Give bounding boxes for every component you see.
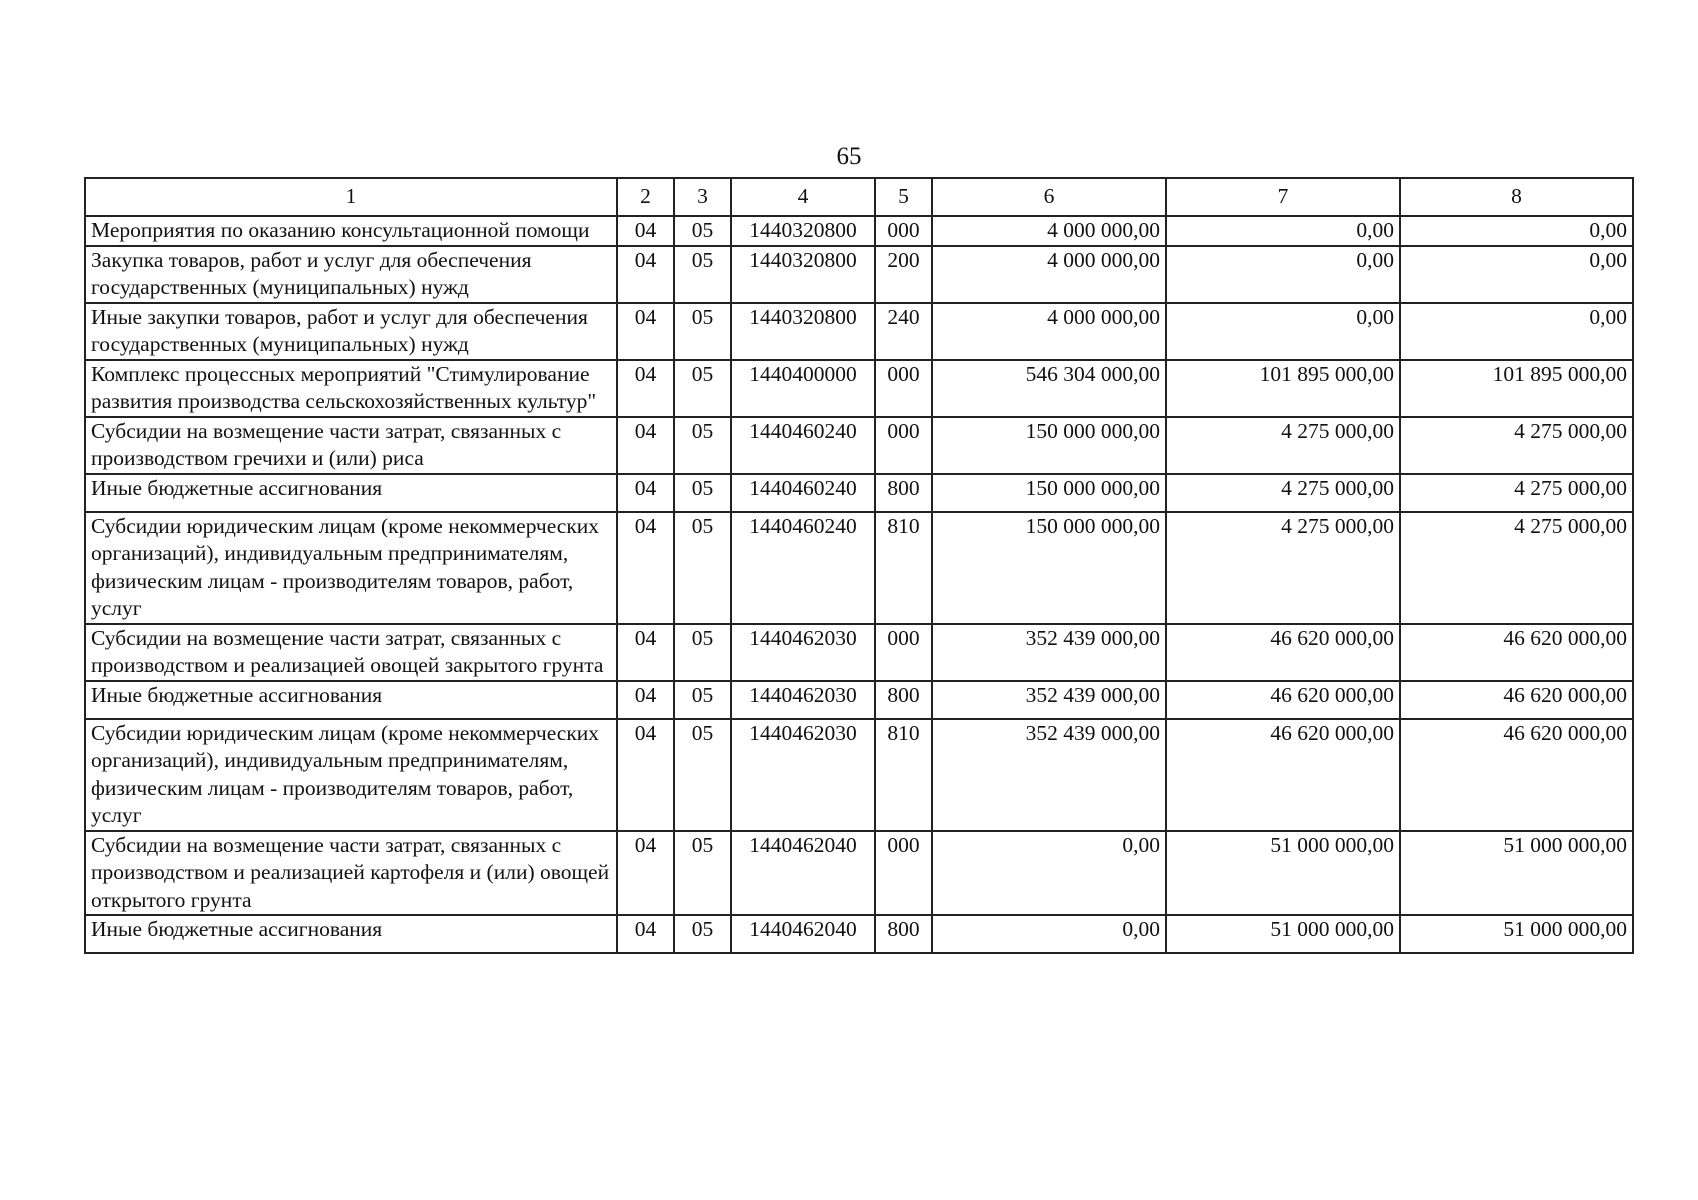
row-expense-type: 000 xyxy=(875,417,932,474)
row-target-code: 1440460240 xyxy=(731,512,875,624)
col-header-3: 3 xyxy=(674,178,731,216)
row-amount-8: 51 000 000,00 xyxy=(1400,915,1633,953)
row-name: Субсидии на возмещение части затрат, связанных с производством и реализацией картофеля и (или) овощей открытого грунта xyxy=(85,831,617,916)
row-section: 04 xyxy=(617,681,674,719)
table-row xyxy=(85,474,1633,512)
row-section: 04 xyxy=(617,624,674,681)
row-target-code: 1440462040 xyxy=(731,915,875,953)
row-section: 04 xyxy=(617,246,674,303)
table-row xyxy=(85,216,1633,246)
row-amount-6: 150 000 000,00 xyxy=(932,474,1166,512)
row-amount-7: 51 000 000,00 xyxy=(1166,831,1400,916)
row-target-code: 1440320800 xyxy=(731,216,875,246)
row-subsection: 05 xyxy=(674,474,731,512)
row-subsection: 05 xyxy=(674,681,731,719)
row-amount-6: 352 439 000,00 xyxy=(932,681,1166,719)
row-subsection: 05 xyxy=(674,831,731,916)
row-expense-type: 810 xyxy=(875,512,932,624)
row-subsection: 05 xyxy=(674,360,731,417)
header-row xyxy=(85,178,1633,216)
row-subsection: 05 xyxy=(674,246,731,303)
row-target-code: 1440462030 xyxy=(731,681,875,719)
row-amount-8: 51 000 000,00 xyxy=(1400,831,1633,916)
row-amount-6: 150 000 000,00 xyxy=(932,512,1166,624)
table-body xyxy=(85,216,1633,953)
row-amount-8: 46 620 000,00 xyxy=(1400,624,1633,681)
table-row xyxy=(85,831,1633,916)
row-name: Субсидии юридическим лицам (кроме некоммерческих организаций), индивидуальным предпринимателям, физическим лицам - производителям товаров, работ, услуг xyxy=(85,512,617,624)
row-amount-7: 0,00 xyxy=(1166,246,1400,303)
row-section: 04 xyxy=(617,719,674,831)
table-row xyxy=(85,360,1633,417)
table-row xyxy=(85,512,1633,624)
col-header-5: 5 xyxy=(875,178,932,216)
page-number: 65 xyxy=(836,143,862,170)
row-section: 04 xyxy=(617,303,674,360)
table-row xyxy=(85,417,1633,474)
row-name: Субсидии на возмещение части затрат, связанных с производством гречихи и (или) риса xyxy=(85,417,617,474)
row-amount-7: 46 620 000,00 xyxy=(1166,681,1400,719)
row-amount-8: 4 275 000,00 xyxy=(1400,512,1633,624)
row-name: Субсидии юридическим лицам (кроме некоммерческих организаций), индивидуальным предпринимателям, физическим лицам - производителям товаров, работ, услуг xyxy=(85,719,617,831)
table-header xyxy=(85,178,1633,216)
row-target-code: 1440462040 xyxy=(731,831,875,916)
row-expense-type: 800 xyxy=(875,915,932,953)
row-amount-7: 4 275 000,00 xyxy=(1166,474,1400,512)
row-expense-type: 800 xyxy=(875,681,932,719)
row-section: 04 xyxy=(617,831,674,916)
row-amount-7: 51 000 000,00 xyxy=(1166,915,1400,953)
row-subsection: 05 xyxy=(674,417,731,474)
row-name: Мероприятия по оказанию консультационной помощи xyxy=(85,216,617,246)
row-amount-6: 546 304 000,00 xyxy=(932,360,1166,417)
row-subsection: 05 xyxy=(674,915,731,953)
row-target-code: 1440460240 xyxy=(731,474,875,512)
row-target-code: 1440460240 xyxy=(731,417,875,474)
col-header-7: 7 xyxy=(1166,178,1400,216)
row-name: Закупка товаров, работ и услуг для обеспечения государственных (муниципальных) нужд xyxy=(85,246,617,303)
row-expense-type: 800 xyxy=(875,474,932,512)
row-amount-6: 150 000 000,00 xyxy=(932,417,1166,474)
row-amount-6: 4 000 000,00 xyxy=(932,303,1166,360)
row-expense-type: 810 xyxy=(875,719,932,831)
row-amount-7: 101 895 000,00 xyxy=(1166,360,1400,417)
row-section: 04 xyxy=(617,915,674,953)
row-amount-6: 352 439 000,00 xyxy=(932,719,1166,831)
table-row xyxy=(85,246,1633,303)
row-amount-7: 4 275 000,00 xyxy=(1166,417,1400,474)
row-subsection: 05 xyxy=(674,303,731,360)
row-amount-6: 4 000 000,00 xyxy=(932,246,1166,303)
row-name: Субсидии на возмещение части затрат, связанных с производством и реализацией овощей закрытого грунта xyxy=(85,624,617,681)
row-name: Иные бюджетные ассигнования xyxy=(85,915,617,953)
row-target-code: 1440320800 xyxy=(731,246,875,303)
col-header-8: 8 xyxy=(1400,178,1633,216)
row-section: 04 xyxy=(617,360,674,417)
row-amount-7: 0,00 xyxy=(1166,303,1400,360)
table-row xyxy=(85,681,1633,719)
row-amount-6: 0,00 xyxy=(932,915,1166,953)
row-expense-type: 000 xyxy=(875,831,932,916)
budget-table xyxy=(84,177,1634,954)
row-expense-type: 240 xyxy=(875,303,932,360)
row-name: Иные бюджетные ассигнования xyxy=(85,681,617,719)
row-section: 04 xyxy=(617,512,674,624)
row-subsection: 05 xyxy=(674,512,731,624)
row-amount-8: 0,00 xyxy=(1400,303,1633,360)
col-header-4: 4 xyxy=(731,178,875,216)
row-section: 04 xyxy=(617,474,674,512)
row-amount-8: 4 275 000,00 xyxy=(1400,474,1633,512)
row-expense-type: 000 xyxy=(875,360,932,417)
table-row xyxy=(85,624,1633,681)
row-amount-8: 0,00 xyxy=(1400,246,1633,303)
row-section: 04 xyxy=(617,216,674,246)
row-expense-type: 000 xyxy=(875,216,932,246)
row-amount-7: 46 620 000,00 xyxy=(1166,624,1400,681)
table-row xyxy=(85,303,1633,360)
row-target-code: 1440462030 xyxy=(731,624,875,681)
table-row xyxy=(85,719,1633,831)
row-name: Иные закупки товаров, работ и услуг для обеспечения государственных (муниципальных) нужд xyxy=(85,303,617,360)
row-amount-7: 4 275 000,00 xyxy=(1166,512,1400,624)
row-subsection: 05 xyxy=(674,216,731,246)
col-header-2: 2 xyxy=(617,178,674,216)
row-target-code: 1440400000 xyxy=(731,360,875,417)
row-amount-8: 0,00 xyxy=(1400,216,1633,246)
row-amount-8: 101 895 000,00 xyxy=(1400,360,1633,417)
row-amount-6: 352 439 000,00 xyxy=(932,624,1166,681)
col-header-6: 6 xyxy=(932,178,1166,216)
row-target-code: 1440320800 xyxy=(731,303,875,360)
row-amount-8: 4 275 000,00 xyxy=(1400,417,1633,474)
row-expense-type: 000 xyxy=(875,624,932,681)
row-amount-8: 46 620 000,00 xyxy=(1400,681,1633,719)
row-amount-7: 46 620 000,00 xyxy=(1166,719,1400,831)
row-section: 04 xyxy=(617,417,674,474)
row-name: Иные бюджетные ассигнования xyxy=(85,474,617,512)
row-amount-8: 46 620 000,00 xyxy=(1400,719,1633,831)
table-row xyxy=(85,915,1633,953)
row-amount-6: 4 000 000,00 xyxy=(932,216,1166,246)
row-amount-6: 0,00 xyxy=(932,831,1166,916)
row-name: Комплекс процессных мероприятий "Стимулирование развития производства сельскохозяйственных культур" xyxy=(85,360,617,417)
col-header-1: 1 xyxy=(85,178,617,216)
row-amount-7: 0,00 xyxy=(1166,216,1400,246)
row-subsection: 05 xyxy=(674,624,731,681)
row-subsection: 05 xyxy=(674,719,731,831)
row-expense-type: 200 xyxy=(875,246,932,303)
row-target-code: 1440462030 xyxy=(731,719,875,831)
